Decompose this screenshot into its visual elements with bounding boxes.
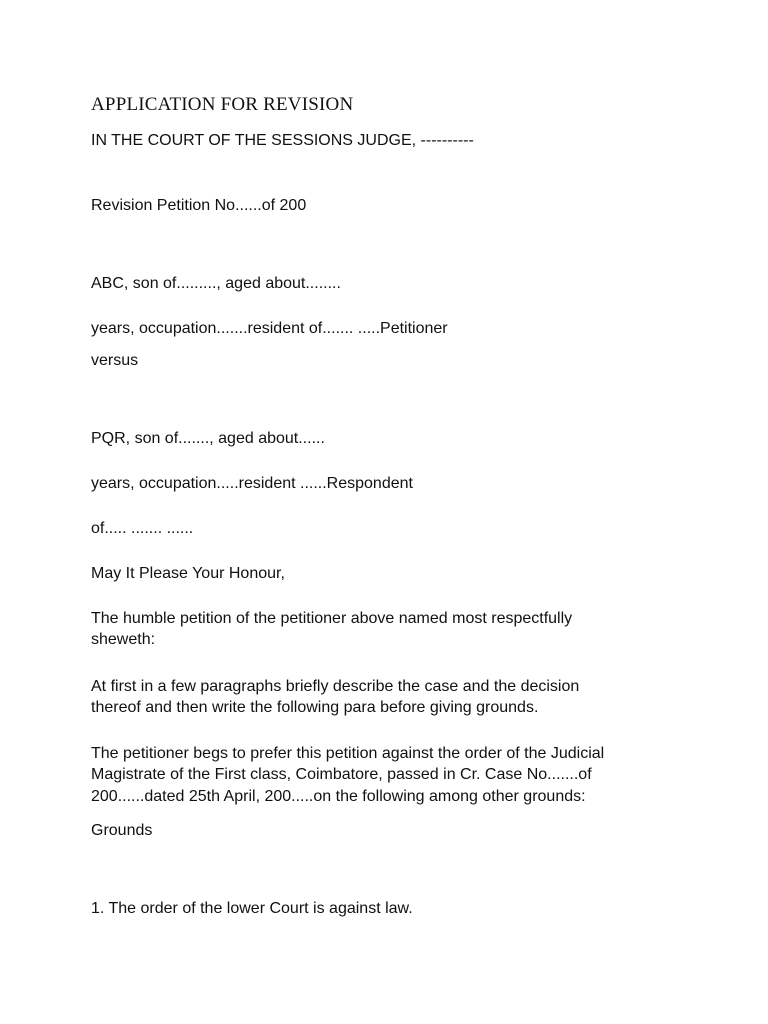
respondent-line-3: of..... ....... ......: [91, 520, 194, 537]
versus-text: versus: [91, 352, 139, 369]
humble-petition-line-1: The humble petition of the petitioner above named most respectfully: [91, 610, 573, 627]
ground-item-1: 1. The order of the lower Court is against law.: [91, 900, 413, 917]
petitioner-line-1: ABC, son of........., aged about........: [91, 275, 341, 292]
salutation: May It Please Your Honour,: [91, 565, 285, 582]
humble-petition-line-2: sheweth:: [91, 631, 156, 648]
prefer-para-line-3: 200......dated 25th April, 200.....on the following among other grounds:: [91, 788, 586, 805]
petition-number: Revision Petition No......of 200: [91, 197, 307, 214]
document-title: APPLICATION FOR REVISION: [91, 94, 354, 115]
prefer-para-line-1: The petitioner begs to prefer this petition against the order of the Judicial: [91, 745, 605, 762]
court-line: IN THE COURT OF THE SESSIONS JUDGE, ----------: [91, 132, 474, 149]
grounds-heading: Grounds: [91, 822, 153, 839]
respondent-line-1: PQR, son of......., aged about......: [91, 430, 325, 447]
instruction-line-1: At first in a few paragraphs briefly describe the case and the decision: [91, 678, 580, 695]
petitioner-line-2: years, occupation.......resident of....... .....Petitioner: [91, 320, 448, 337]
prefer-para-line-2: Magistrate of the First class, Coimbatore, passed in Cr. Case No.......of: [91, 766, 592, 783]
instruction-line-2: thereof and then write the following para before giving grounds.: [91, 699, 539, 716]
respondent-line-2: years, occupation.....resident ......Respondent: [91, 475, 413, 492]
